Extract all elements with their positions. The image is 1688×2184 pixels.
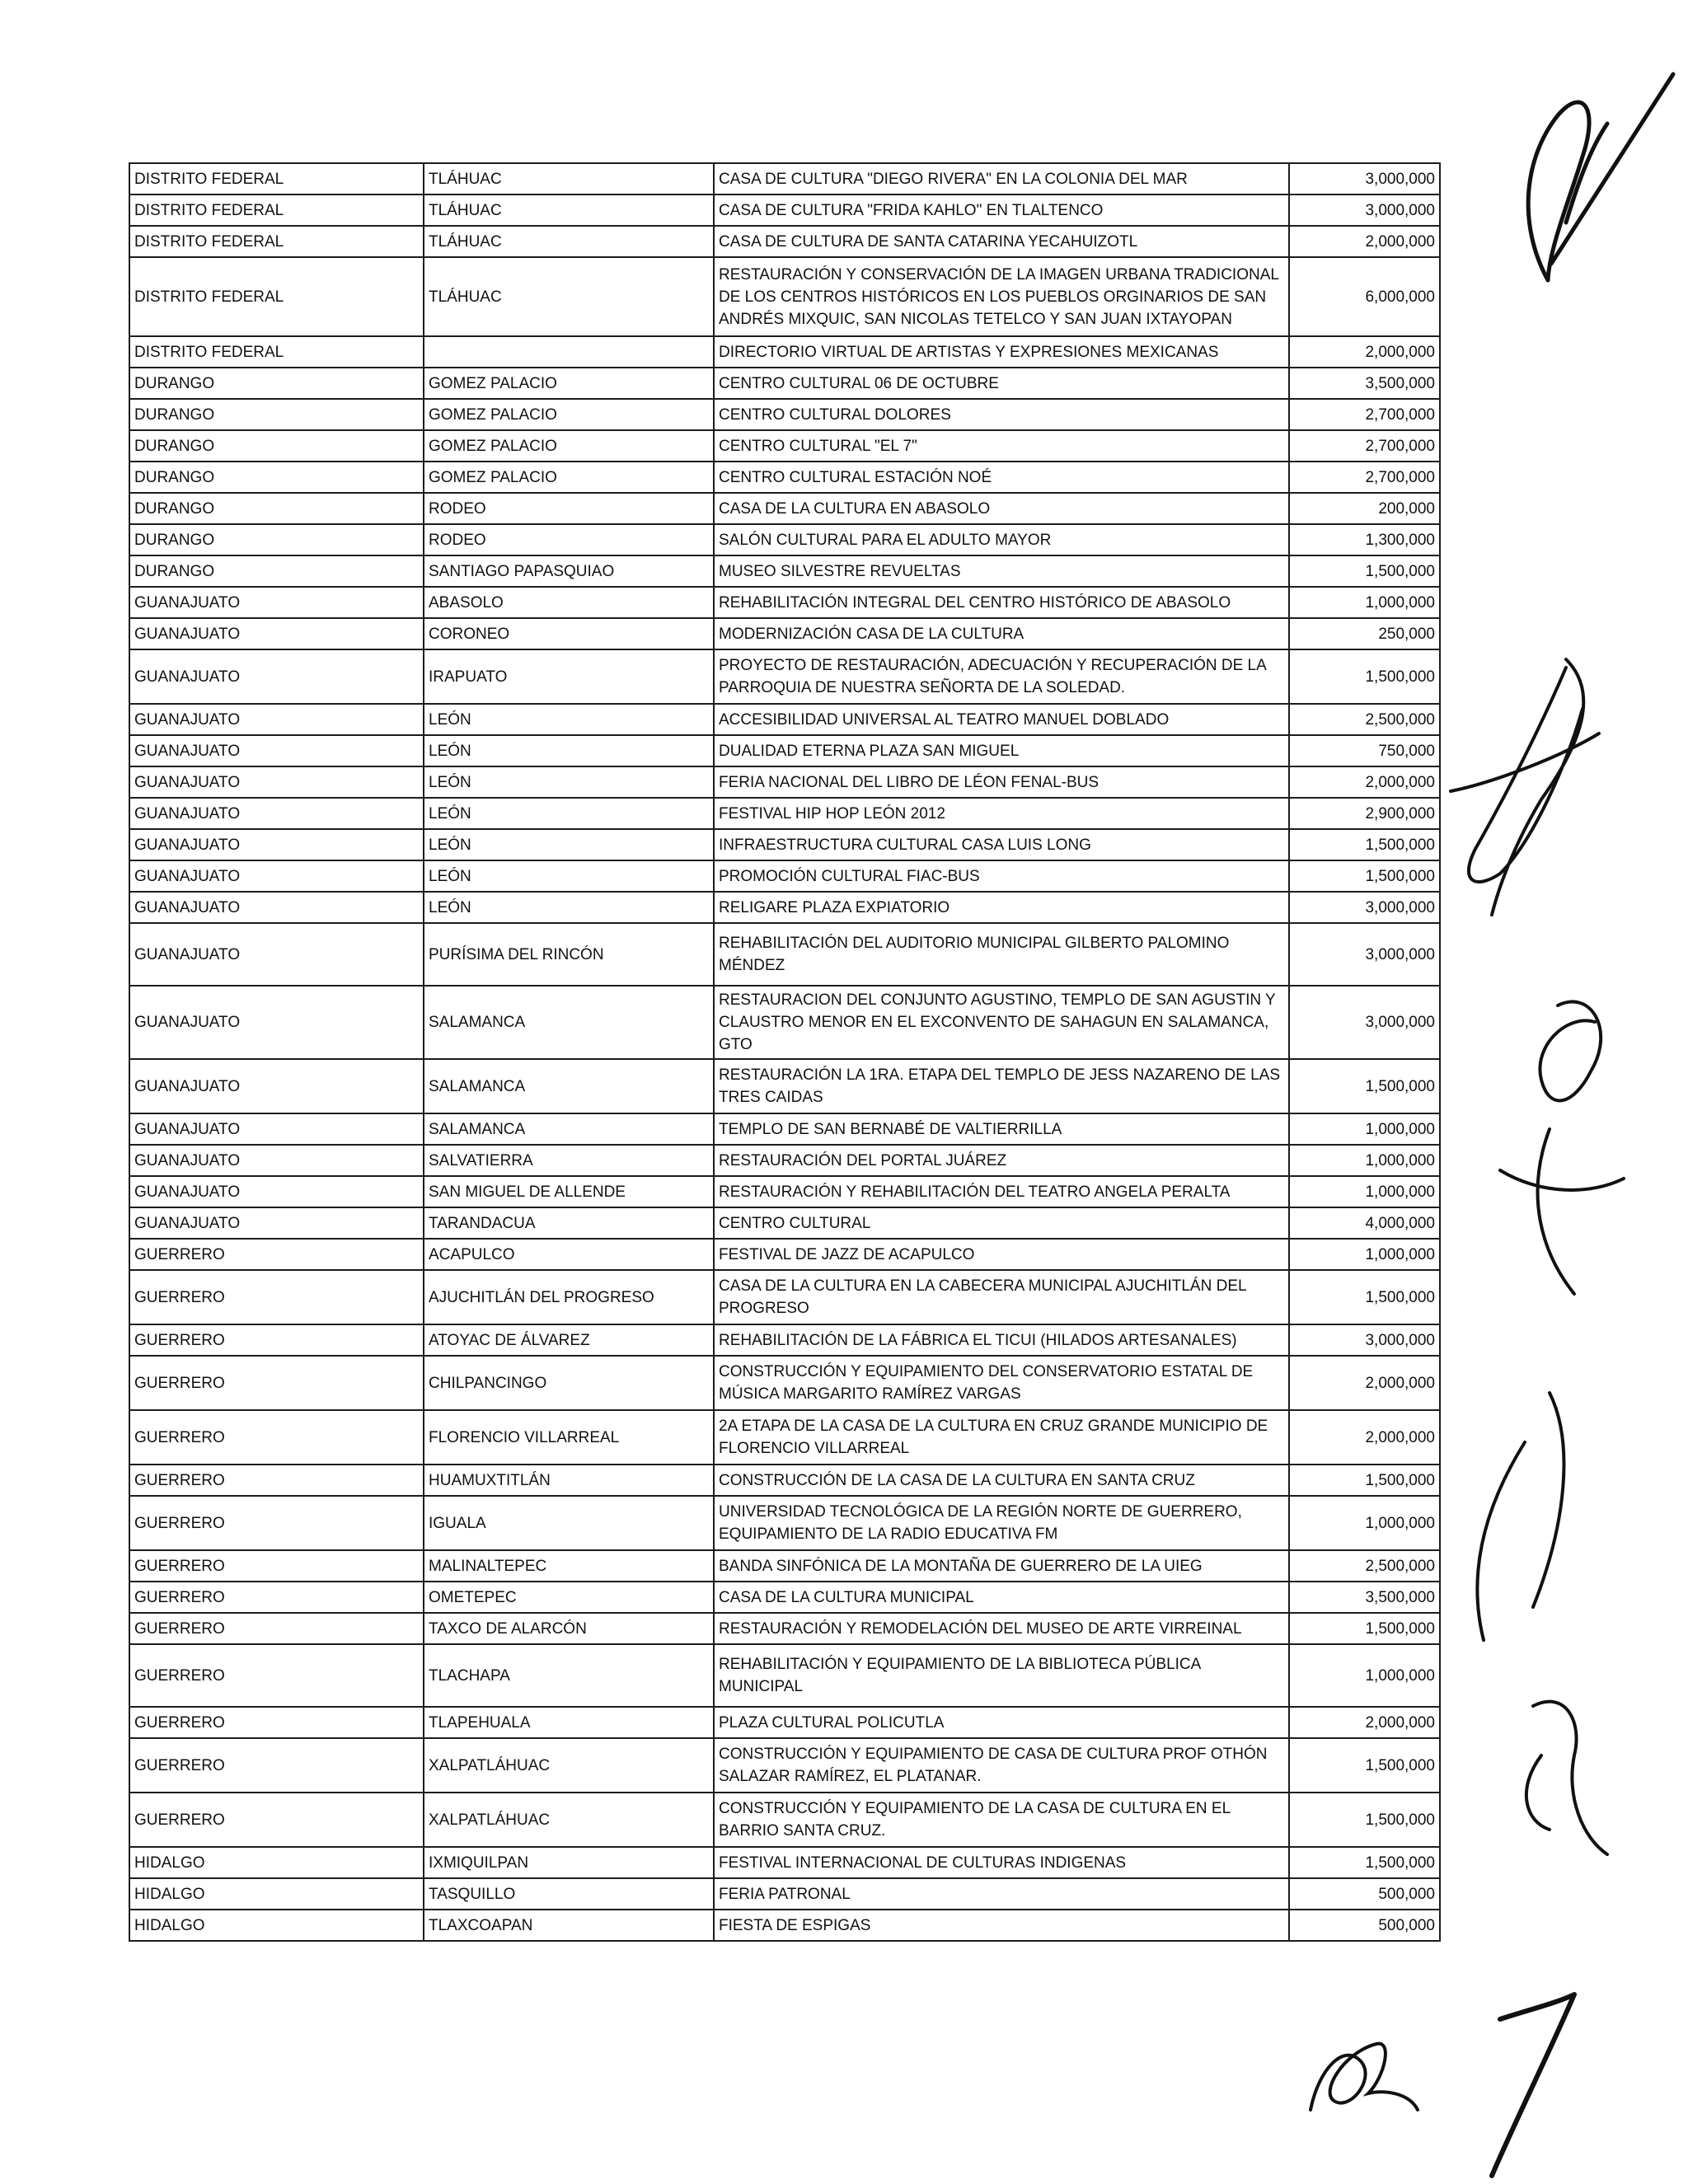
municipality-cell: TLAPEHUALA: [424, 1707, 714, 1738]
table-row: [129, 1113, 1440, 1145]
project-cell: REHABILITACIÓN DEL AUDITORIO MUNICIPAL GILBERTO PALOMINO MÉNDEZ: [714, 923, 1289, 986]
municipality-cell: GOMEZ PALACIO: [424, 368, 714, 399]
amount-cell: 2,000,000: [1289, 336, 1440, 368]
project-cell: CASA DE CULTURA "DIEGO RIVERA" EN LA COLONIA DEL MAR: [714, 163, 1289, 194]
municipality-cell: TLACHAPA: [424, 1644, 714, 1707]
amount-cell: 2,700,000: [1289, 430, 1440, 462]
state-cell: GUERRERO: [129, 1738, 424, 1793]
state-cell: DURANGO: [129, 399, 424, 430]
project-cell: CASA DE CULTURA DE SANTA CATARINA YECAHUIZOTL: [714, 226, 1289, 257]
state-cell: DISTRITO FEDERAL: [129, 163, 424, 194]
municipality-cell: TAXCO DE ALARCÓN: [424, 1613, 714, 1644]
municipality-cell: IXMIQUILPAN: [424, 1847, 714, 1878]
project-cell: CONSTRUCCIÓN Y EQUIPAMIENTO DE LA CASA DE CULTURA EN EL BARRIO SANTA CRUZ.: [714, 1793, 1289, 1847]
municipality-cell: LEÓN: [424, 735, 714, 766]
amount-cell: 500,000: [1289, 1878, 1440, 1910]
state-cell: GUANAJUATO: [129, 618, 424, 649]
table-row: [129, 923, 1440, 986]
project-cell: FESTIVAL INTERNACIONAL DE CULTURAS INDIGENAS: [714, 1847, 1289, 1878]
project-cell: CASA DE CULTURA "FRIDA KAHLO" EN TLALTENCO: [714, 194, 1289, 226]
project-cell: ACCESIBILIDAD UNIVERSAL AL TEATRO MANUEL DOBLADO: [714, 704, 1289, 735]
municipality-cell: SALAMANCA: [424, 1059, 714, 1113]
amount-cell: 2,000,000: [1289, 1707, 1440, 1738]
project-cell: REHABILITACIÓN Y EQUIPAMIENTO DE LA BIBLIOTECA PÚBLICA MUNICIPAL: [714, 1644, 1289, 1707]
project-cell: 2A ETAPA DE LA CASA DE LA CULTURA EN CRUZ GRANDE MUNICIPIO DE FLORENCIO VILLARREAL: [714, 1410, 1289, 1465]
amount-cell: 2,700,000: [1289, 462, 1440, 493]
table-row: [129, 1550, 1440, 1582]
amount-cell: 1,500,000: [1289, 1613, 1440, 1644]
table-row: [129, 257, 1440, 336]
project-cell: CASA DE LA CULTURA EN ABASOLO: [714, 493, 1289, 524]
table-row: [129, 860, 1440, 892]
table-row: [129, 399, 1440, 430]
state-cell: GUANAJUATO: [129, 766, 424, 798]
project-cell: UNIVERSIDAD TECNOLÓGICA DE LA REGIÓN NORTE DE GUERRERO, EQUIPAMIENTO DE LA RADIO EDUCATIVA FM: [714, 1496, 1289, 1550]
slash-mark-bottom: [1467, 1978, 1599, 2184]
state-cell: GUANAJUATO: [129, 735, 424, 766]
project-cell: FIESTA DE ESPIGAS: [714, 1910, 1289, 1941]
amount-cell: 3,000,000: [1289, 892, 1440, 923]
state-cell: DISTRITO FEDERAL: [129, 226, 424, 257]
project-cell: PROMOCIÓN CULTURAL FIAC-BUS: [714, 860, 1289, 892]
project-cell: CENTRO CULTURAL 06 DE OCTUBRE: [714, 368, 1289, 399]
municipality-cell: LEÓN: [424, 860, 714, 892]
project-cell: CONSTRUCCIÓN Y EQUIPAMIENTO DEL CONSERVATORIO ESTATAL DE MÚSICA MARGARITO RAMÍREZ VARGAS: [714, 1356, 1289, 1410]
municipality-cell: FLORENCIO VILLARREAL: [424, 1410, 714, 1465]
municipality-cell: LEÓN: [424, 829, 714, 860]
signature-mark-top: [1500, 58, 1681, 305]
state-cell: GUERRERO: [129, 1239, 424, 1270]
table-row: [129, 587, 1440, 618]
amount-cell: 2,700,000: [1289, 399, 1440, 430]
municipality-cell: OMETEPEC: [424, 1582, 714, 1613]
state-cell: GUANAJUATO: [129, 829, 424, 860]
project-cell: RESTAURACIÓN LA 1RA. ETAPA DEL TEMPLO DE JESS NAZARENO DE LAS TRES CAIDAS: [714, 1059, 1289, 1113]
amount-cell: 1,500,000: [1289, 555, 1440, 587]
amount-cell: 1,000,000: [1289, 1176, 1440, 1207]
amount-cell: 1,500,000: [1289, 829, 1440, 860]
amount-cell: 3,000,000: [1289, 163, 1440, 194]
amount-cell: 1,500,000: [1289, 1847, 1440, 1878]
state-cell: GUERRERO: [129, 1550, 424, 1582]
municipality-cell: SAN MIGUEL DE ALLENDE: [424, 1176, 714, 1207]
table-row: [129, 1707, 1440, 1738]
state-cell: GUANAJUATO: [129, 923, 424, 986]
municipality-cell: SALAMANCA: [424, 1113, 714, 1145]
state-cell: GUERRERO: [129, 1356, 424, 1410]
municipality-cell: PURÍSIMA DEL RINCÓN: [424, 923, 714, 986]
municipality-cell: GOMEZ PALACIO: [424, 430, 714, 462]
amount-cell: 1,500,000: [1289, 860, 1440, 892]
project-cell: TEMPLO DE SAN BERNABÉ DE VALTIERRILLA: [714, 1113, 1289, 1145]
state-cell: DURANGO: [129, 462, 424, 493]
project-cell: CENTRO CULTURAL: [714, 1207, 1289, 1239]
amount-cell: 4,000,000: [1289, 1207, 1440, 1239]
amount-cell: 1,000,000: [1289, 1113, 1440, 1145]
state-cell: GUERRERO: [129, 1644, 424, 1707]
table-row: [129, 1410, 1440, 1465]
amount-cell: 2,900,000: [1289, 798, 1440, 829]
state-cell: GUANAJUATO: [129, 1176, 424, 1207]
project-cell: FERIA PATRONAL: [714, 1878, 1289, 1910]
table-row: [129, 430, 1440, 462]
project-cell: RESTAURACIÓN Y REMODELACIÓN DEL MUSEO DE ARTE VIRREINAL: [714, 1613, 1289, 1644]
state-cell: GUANAJUATO: [129, 892, 424, 923]
state-cell: GUERRERO: [129, 1582, 424, 1613]
state-cell: GUANAJUATO: [129, 798, 424, 829]
amount-cell: 3,000,000: [1289, 923, 1440, 986]
amount-cell: 1,500,000: [1289, 1270, 1440, 1324]
table-row: [129, 704, 1440, 735]
project-cell: REHABILITACIÓN DE LA FÁBRICA EL TICUI (HILADOS ARTESANALES): [714, 1324, 1289, 1356]
state-cell: GUERRERO: [129, 1613, 424, 1644]
amount-cell: 750,000: [1289, 735, 1440, 766]
state-cell: HIDALGO: [129, 1878, 424, 1910]
municipality-cell: HUAMUXTITLÁN: [424, 1465, 714, 1496]
state-cell: DISTRITO FEDERAL: [129, 336, 424, 368]
budget-table: [129, 162, 1441, 1942]
state-cell: GUANAJUATO: [129, 649, 424, 704]
municipality-cell: SANTIAGO PAPASQUIAO: [424, 555, 714, 587]
state-cell: GUANAJUATO: [129, 1113, 424, 1145]
state-cell: GUANAJUATO: [129, 1145, 424, 1176]
municipality-cell: TLÁHUAC: [424, 194, 714, 226]
table-row: [129, 462, 1440, 493]
table-row: [129, 798, 1440, 829]
table-row: [129, 649, 1440, 704]
state-cell: GUERRERO: [129, 1324, 424, 1356]
signature-mark-lower: [1451, 981, 1640, 1871]
project-cell: BANDA SINFÓNICA DE LA MONTAÑA DE GUERRERO DE LA UIEG: [714, 1550, 1289, 1582]
municipality-cell: TLÁHUAC: [424, 226, 714, 257]
state-cell: DURANGO: [129, 430, 424, 462]
municipality-cell: LEÓN: [424, 766, 714, 798]
table-row: [129, 336, 1440, 368]
municipality-cell: LEÓN: [424, 798, 714, 829]
state-cell: GUANAJUATO: [129, 1059, 424, 1113]
municipality-cell: XALPATLÁHUAC: [424, 1793, 714, 1847]
municipality-cell: LEÓN: [424, 704, 714, 735]
amount-cell: 3,000,000: [1289, 1324, 1440, 1356]
table-row: [129, 1738, 1440, 1793]
municipality-cell: XALPATLÁHUAC: [424, 1738, 714, 1793]
state-cell: HIDALGO: [129, 1910, 424, 1941]
municipality-cell: TLÁHUAC: [424, 257, 714, 336]
municipality-cell: TLÁHUAC: [424, 163, 714, 194]
municipality-cell: ATOYAC DE ÁLVAREZ: [424, 1324, 714, 1356]
project-cell: CASA DE LA CULTURA EN LA CABECERA MUNICIPAL AJUCHITLÁN DEL PROGRESO: [714, 1270, 1289, 1324]
table-row: [129, 555, 1440, 587]
amount-cell: 1,500,000: [1289, 1738, 1440, 1793]
municipality-cell: IGUALA: [424, 1496, 714, 1550]
amount-cell: 1,000,000: [1289, 1145, 1440, 1176]
project-cell: CENTRO CULTURAL "EL 7": [714, 430, 1289, 462]
municipality-cell: ACAPULCO: [424, 1239, 714, 1270]
amount-cell: 1,000,000: [1289, 1644, 1440, 1707]
project-cell: RESTAURACIÓN DEL PORTAL JUÁREZ: [714, 1145, 1289, 1176]
project-cell: CONSTRUCCIÓN DE LA CASA DE LA CULTURA EN SANTA CRUZ: [714, 1465, 1289, 1496]
budget-table-body: [129, 163, 1440, 1941]
state-cell: DURANGO: [129, 493, 424, 524]
table-row: [129, 1176, 1440, 1207]
municipality-cell: CHILPANCINGO: [424, 1356, 714, 1410]
project-cell: FERIA NACIONAL DEL LIBRO DE LÉON FENAL-BUS: [714, 766, 1289, 798]
project-cell: CONSTRUCCIÓN Y EQUIPAMIENTO DE CASA DE CULTURA PROF OTHÓN SALAZAR RAMÍREZ, EL PLATANAR.: [714, 1738, 1289, 1793]
amount-cell: 2,000,000: [1289, 1356, 1440, 1410]
table-row: [129, 493, 1440, 524]
municipality-cell: SALVATIERRA: [424, 1145, 714, 1176]
municipality-cell: RODEO: [424, 493, 714, 524]
amount-cell: 3,500,000: [1289, 368, 1440, 399]
project-cell: CASA DE LA CULTURA MUNICIPAL: [714, 1582, 1289, 1613]
amount-cell: 1,500,000: [1289, 649, 1440, 704]
amount-cell: 1,000,000: [1289, 1239, 1440, 1270]
municipality-cell: TARANDACUA: [424, 1207, 714, 1239]
municipality-cell: GOMEZ PALACIO: [424, 399, 714, 430]
project-cell: MODERNIZACIÓN CASA DE LA CULTURA: [714, 618, 1289, 649]
table-row: [129, 1613, 1440, 1644]
amount-cell: 250,000: [1289, 618, 1440, 649]
state-cell: GUERRERO: [129, 1496, 424, 1550]
table-row: [129, 163, 1440, 194]
municipality-cell: [424, 336, 714, 368]
amount-cell: 1,500,000: [1289, 1793, 1440, 1847]
amount-cell: 1,500,000: [1289, 1059, 1440, 1113]
table-row: [129, 1059, 1440, 1113]
project-cell: RESTAURACION DEL CONJUNTO AGUSTINO, TEMPLO DE SAN AGUSTIN Y CLAUSTRO MENOR EN EL EXCONVENTO DE SAHAGUN EN SALAMANCA, GTO: [714, 986, 1289, 1059]
project-cell: RELIGARE PLAZA EXPIATORIO: [714, 892, 1289, 923]
project-cell: CENTRO CULTURAL ESTACIÓN NOÉ: [714, 462, 1289, 493]
amount-cell: 1,500,000: [1289, 1465, 1440, 1496]
table-row: [129, 1910, 1440, 1941]
table-row: [129, 1496, 1440, 1550]
table-row: [129, 1793, 1440, 1847]
state-cell: HIDALGO: [129, 1847, 424, 1878]
amount-cell: 200,000: [1289, 493, 1440, 524]
project-cell: REHABILITACIÓN INTEGRAL DEL CENTRO HISTÓRICO DE ABASOLO: [714, 587, 1289, 618]
state-cell: GUANAJUATO: [129, 1207, 424, 1239]
municipality-cell: SALAMANCA: [424, 986, 714, 1059]
state-cell: DISTRITO FEDERAL: [129, 257, 424, 336]
table-row: [129, 226, 1440, 257]
table-row: [129, 735, 1440, 766]
municipality-cell: MALINALTEPEC: [424, 1550, 714, 1582]
project-cell: DIRECTORIO VIRTUAL DE ARTISTAS Y EXPRESIONES MEXICANAS: [714, 336, 1289, 368]
project-cell: RESTAURACIÓN Y REHABILITACIÓN DEL TEATRO ANGELA PERALTA: [714, 1176, 1289, 1207]
signature-mark-middle: [1442, 643, 1607, 940]
state-cell: DURANGO: [129, 368, 424, 399]
table-row: [129, 194, 1440, 226]
project-cell: MUSEO SILVESTRE REVUELTAS: [714, 555, 1289, 587]
amount-cell: 3,000,000: [1289, 986, 1440, 1059]
project-cell: PLAZA CULTURAL POLICUTLA: [714, 1707, 1289, 1738]
project-cell: SALÓN CULTURAL PARA EL ADULTO MAYOR: [714, 524, 1289, 555]
project-cell: CENTRO CULTURAL DOLORES: [714, 399, 1289, 430]
table-row: [129, 1207, 1440, 1239]
table-row: [129, 1465, 1440, 1496]
project-cell: INFRAESTRUCTURA CULTURAL CASA LUIS LONG: [714, 829, 1289, 860]
project-cell: PROYECTO DE RESTAURACIÓN, ADECUACIÓN Y RECUPERACIÓN DE LA PARROQUIA DE NUESTRA SEÑORTA DE LA SOLEDAD.: [714, 649, 1289, 704]
amount-cell: 3,000,000: [1289, 194, 1440, 226]
state-cell: DISTRITO FEDERAL: [129, 194, 424, 226]
amount-cell: 2,500,000: [1289, 704, 1440, 735]
table-row: [129, 1324, 1440, 1356]
project-cell: RESTAURACIÓN Y CONSERVACIÓN DE LA IMAGEN URBANA TRADICIONAL DE LOS CENTROS HISTÓRICOS EN LOS PUEBLOS ORGINARIOS DE SAN ANDRÉS MIXQUIC, SAN NICOLAS TETELCO Y SAN JUAN IXTAYOPAN: [714, 257, 1289, 336]
project-cell: FESTIVAL HIP HOP LEÓN 2012: [714, 798, 1289, 829]
table-row: [129, 1878, 1440, 1910]
table-row: [129, 1145, 1440, 1176]
state-cell: GUANAJUATO: [129, 986, 424, 1059]
municipality-cell: TLAXCOAPAN: [424, 1910, 714, 1941]
table-row: [129, 1582, 1440, 1613]
project-cell: FESTIVAL DE JAZZ DE ACAPULCO: [714, 1239, 1289, 1270]
state-cell: DURANGO: [129, 555, 424, 587]
table-row: [129, 1356, 1440, 1410]
municipality-cell: IRAPUATO: [424, 649, 714, 704]
state-cell: GUANAJUATO: [129, 587, 424, 618]
state-cell: DURANGO: [129, 524, 424, 555]
amount-cell: 2,000,000: [1289, 226, 1440, 257]
table-row: [129, 1270, 1440, 1324]
table-row: [129, 766, 1440, 798]
state-cell: GUERRERO: [129, 1465, 424, 1496]
state-cell: GUANAJUATO: [129, 704, 424, 735]
municipality-cell: GOMEZ PALACIO: [424, 462, 714, 493]
municipality-cell: TASQUILLO: [424, 1878, 714, 1910]
state-cell: GUERRERO: [129, 1410, 424, 1465]
municipality-cell: RODEO: [424, 524, 714, 555]
state-cell: GUERRERO: [129, 1707, 424, 1738]
table-row: [129, 618, 1440, 649]
amount-cell: 2,000,000: [1289, 1410, 1440, 1465]
amount-cell: 2,500,000: [1289, 1550, 1440, 1582]
initials-mark-bottom: [1286, 1986, 1451, 2135]
table-row: [129, 986, 1440, 1059]
project-cell: DUALIDAD ETERNA PLAZA SAN MIGUEL: [714, 735, 1289, 766]
table-row: [129, 524, 1440, 555]
amount-cell: 2,000,000: [1289, 766, 1440, 798]
state-cell: GUERRERO: [129, 1270, 424, 1324]
municipality-cell: ABASOLO: [424, 587, 714, 618]
table-row: [129, 1847, 1440, 1878]
state-cell: GUERRERO: [129, 1793, 424, 1847]
municipality-cell: LEÓN: [424, 892, 714, 923]
amount-cell: 6,000,000: [1289, 257, 1440, 336]
table-row: [129, 829, 1440, 860]
amount-cell: 1,000,000: [1289, 587, 1440, 618]
table-row: [129, 892, 1440, 923]
table-row: [129, 368, 1440, 399]
amount-cell: 1,000,000: [1289, 1496, 1440, 1550]
amount-cell: 3,500,000: [1289, 1582, 1440, 1613]
state-cell: GUANAJUATO: [129, 860, 424, 892]
table-row: [129, 1644, 1440, 1707]
municipality-cell: AJUCHITLÁN DEL PROGRESO: [424, 1270, 714, 1324]
municipality-cell: CORONEO: [424, 618, 714, 649]
amount-cell: 500,000: [1289, 1910, 1440, 1941]
table-row: [129, 1239, 1440, 1270]
amount-cell: 1,300,000: [1289, 524, 1440, 555]
